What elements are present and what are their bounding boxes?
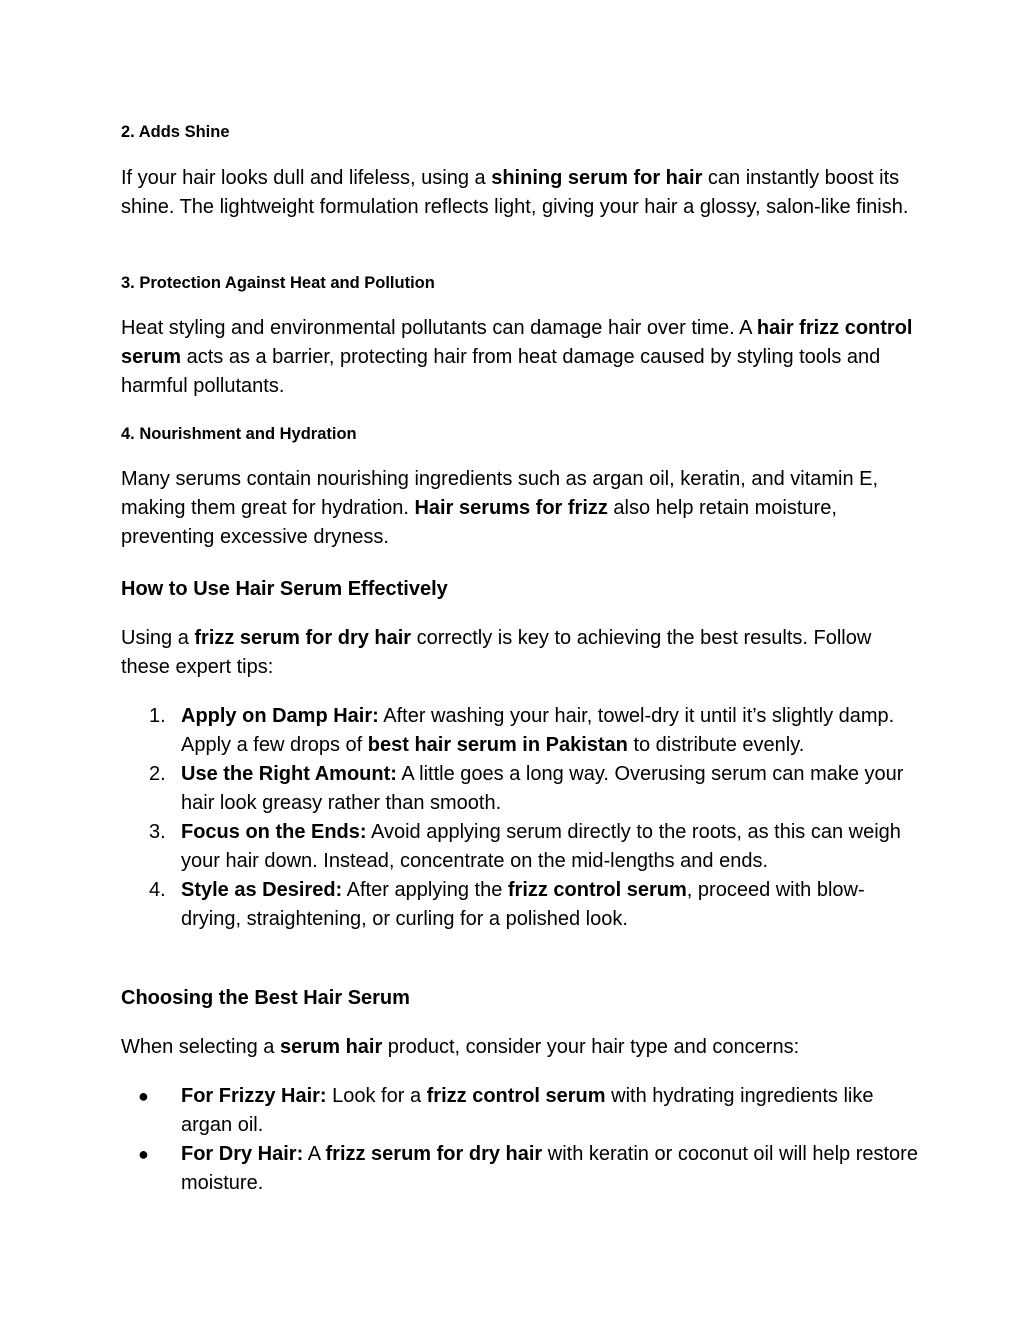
heading-nourishment: 4. Nourishment and Hydration xyxy=(121,425,357,443)
keyword-serum-hair: serum hair xyxy=(279,1036,383,1058)
keyword-shining-serum: shining serum for hair xyxy=(491,167,703,189)
list-item: 3. Focus on the Ends: Avoid applying serum directly to the roots, as this can weigh your hair down. Instead, concentrate on the mid-lengths and ends. xyxy=(149,821,901,872)
heading-adds-shine: 2. Adds Shine xyxy=(121,123,230,141)
bullet-icon: ● xyxy=(138,1086,149,1106)
steps-list xyxy=(121,702,921,934)
heading-protection: 3. Protection Against Heat and Pollution xyxy=(121,274,435,292)
bullet-icon: ● xyxy=(138,1144,149,1164)
keyword-frizz-serum-dry-hair: frizz serum for dry hair xyxy=(194,627,412,649)
paragraph-nourishment: Many serums contain nourishing ingredients such as argan oil, keratin, and vitamin E, making them great for hydration. Hair serums for frizz also help retain moisture, preventing excessive dryness. xyxy=(121,468,879,548)
list-item: ● For Dry Hair: A frizz serum for dry hair with keratin or coconut oil will help restore moisture. xyxy=(121,1140,921,1198)
paragraph-protection: Heat styling and environmental pollutants can damage hair over time. A hair frizz control serum acts as a barrier, protecting hair from heat damage caused by styling tools and harmful pollutants. xyxy=(121,317,913,397)
list-item: 1. Apply on Damp Hair: After washing your hair, towel-dry it until it’s slightly damp. Apply a few drops of best hair serum in Pakistan to distribute evenly. xyxy=(149,705,895,756)
heading-how-to-use: How to Use Hair Serum Effectively xyxy=(121,578,448,600)
paragraph-how-to-use: Using a frizz serum for dry hair correctly is key to achieving the best results. Follow these expert tips: xyxy=(121,627,872,678)
list-item: 2. Use the Right Amount: A little goes a long way. Overusing serum can make your hair look greasy rather than smooth. xyxy=(149,763,904,814)
keyword-hair-frizz-control-serum: hair frizz control serum xyxy=(121,317,913,368)
list-item: 4. Style as Desired: After applying the frizz control serum, proceed with blow-drying, straightening, or curling for a polished look. xyxy=(149,879,865,930)
paragraph-adds-shine: If your hair looks dull and lifeless, using a shining serum for hair can instantly boost its shine. The lightweight formulation reflects light, giving your hair a glossy, salon-like finish. xyxy=(121,167,909,218)
heading-choosing: Choosing the Best Hair Serum xyxy=(121,987,410,1009)
keyword-hair-serums-for-frizz: Hair serums for frizz xyxy=(414,497,608,519)
paragraph-choosing: When selecting a serum hair product, consider your hair type and concerns: xyxy=(121,1036,800,1058)
tips-list xyxy=(121,1082,921,1198)
list-item: ● For Frizzy Hair: Look for a frizz control serum with hydrating ingredients like argan oil. xyxy=(121,1082,921,1140)
